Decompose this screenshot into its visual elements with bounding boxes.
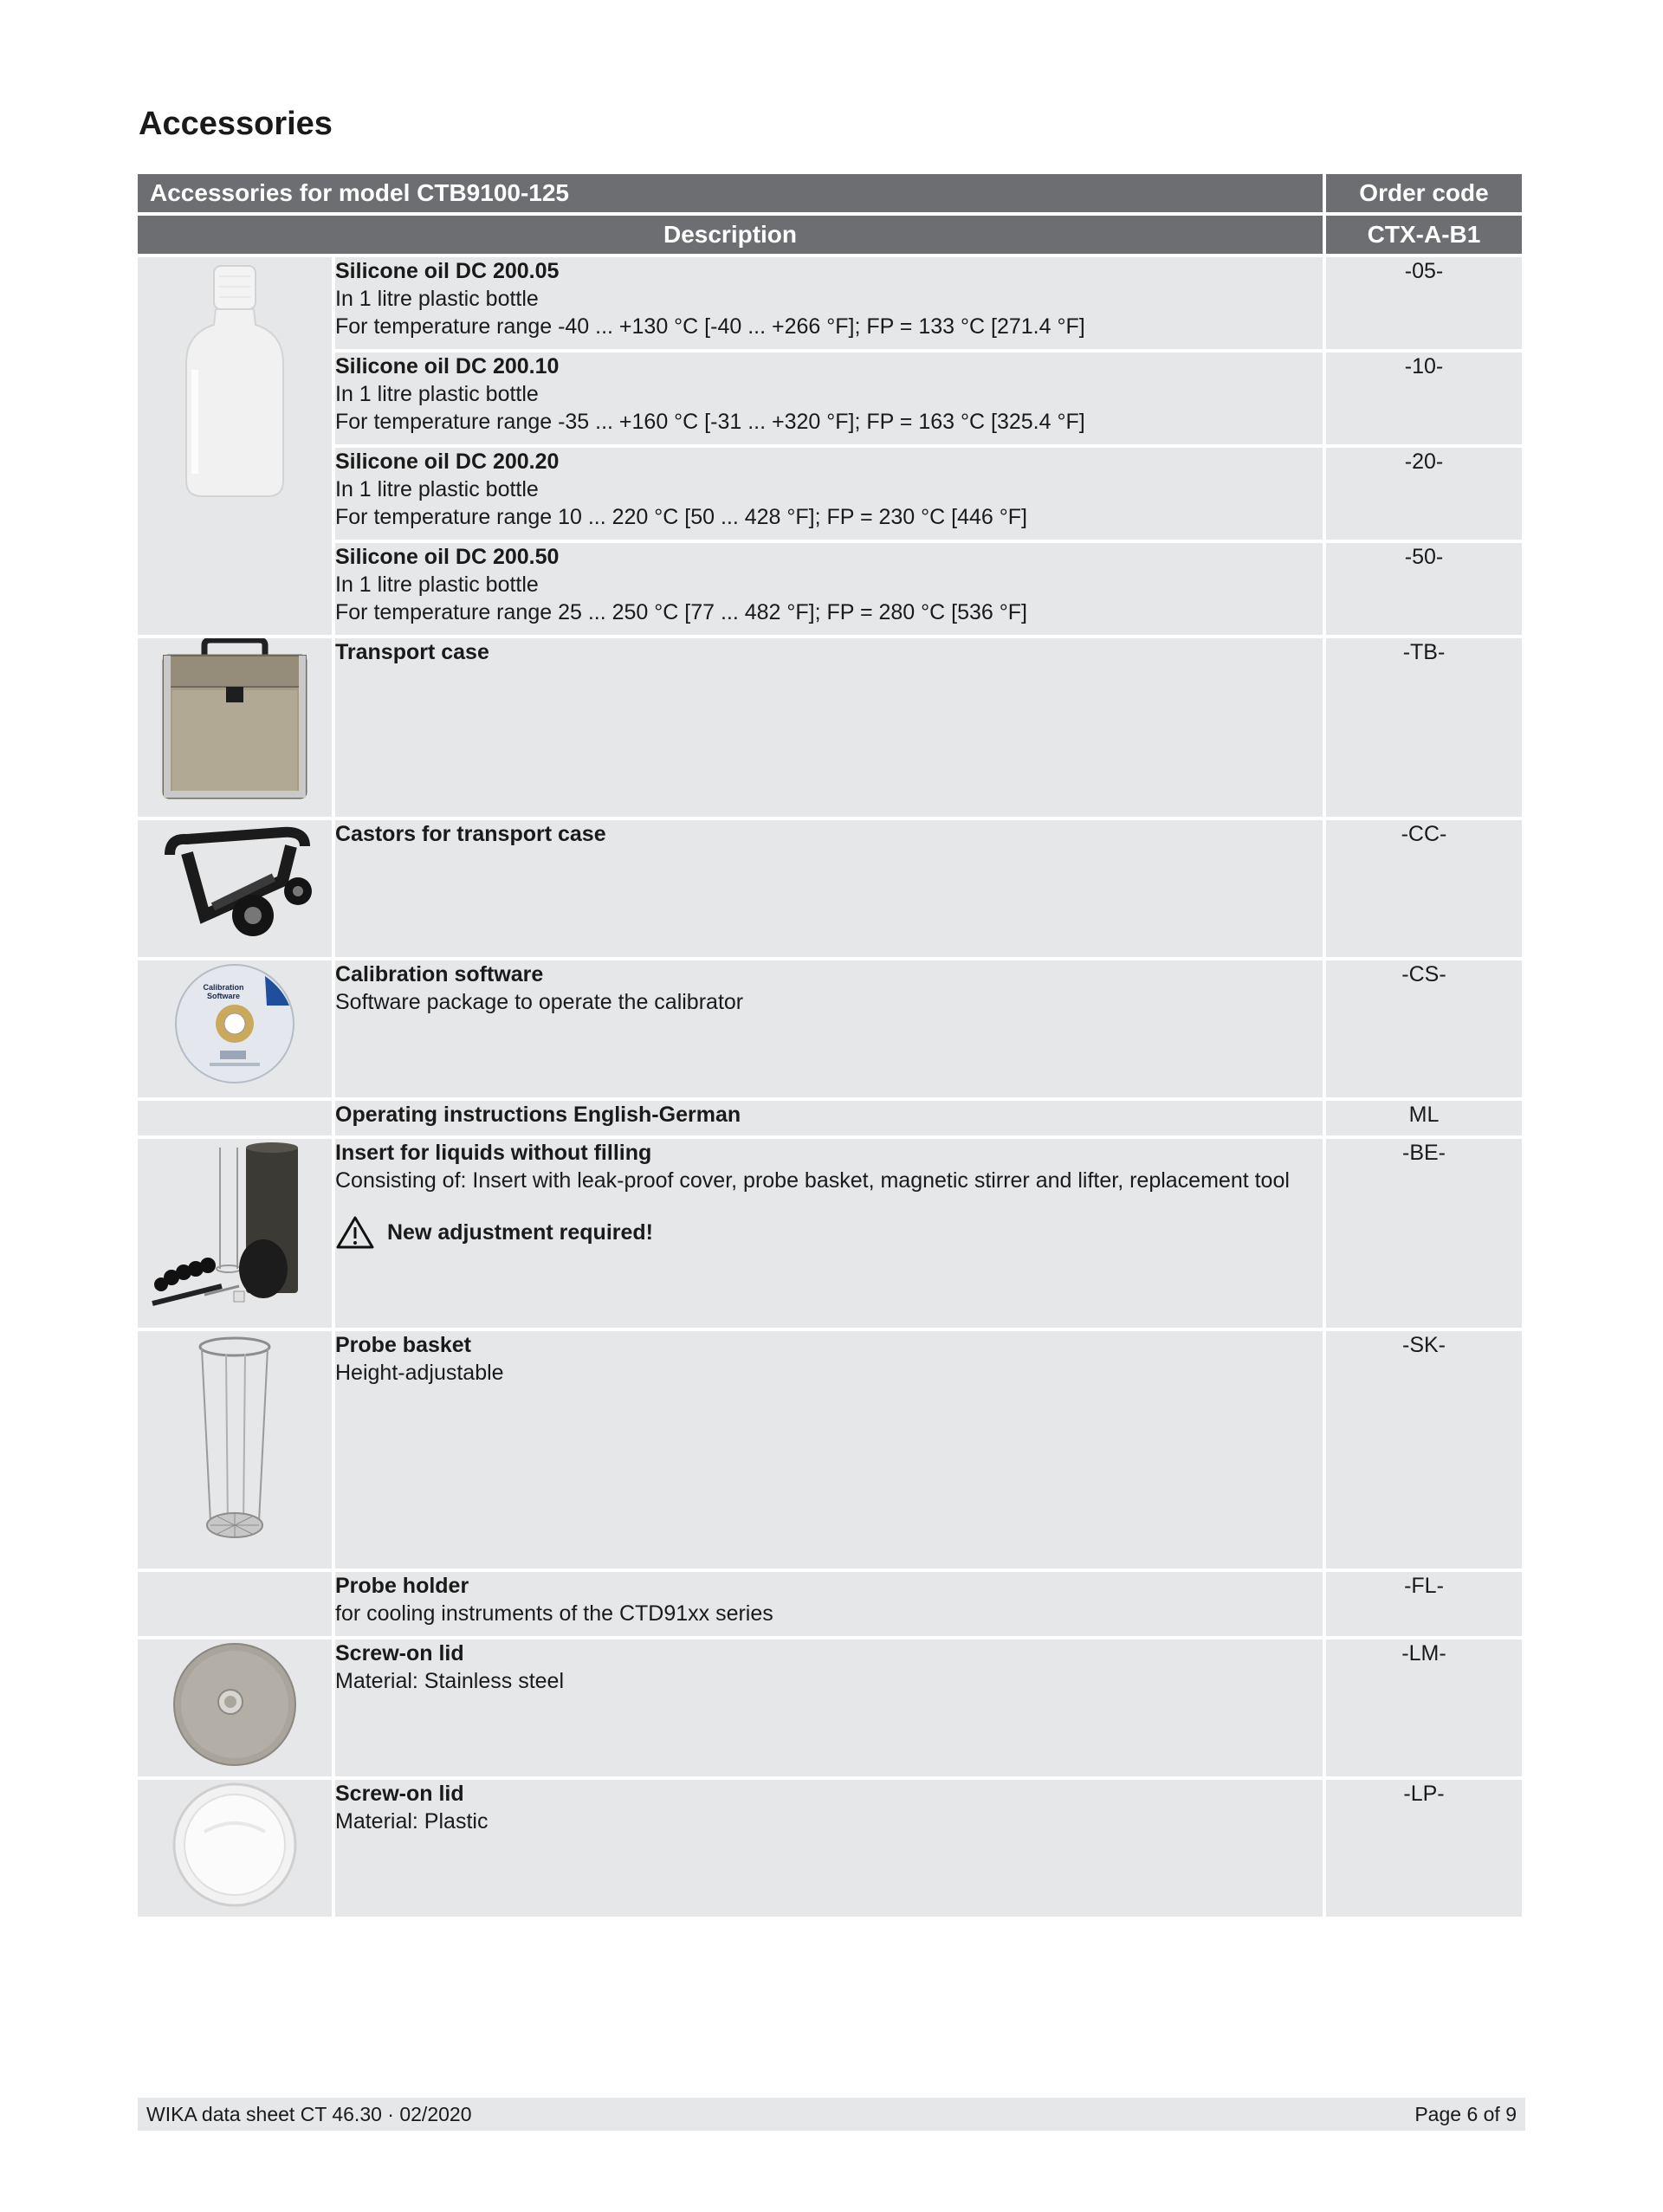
order-code: -50-: [1326, 543, 1522, 635]
empty-image-cell: [138, 1101, 332, 1135]
oil-bottle-image: [138, 257, 332, 635]
row-description: Insert for liquids without filling Consisting of: Insert with leak-proof cover, probe basket, magnetic stirrer and lifter, replacement tool New adjustment required!: [335, 1139, 1323, 1328]
table-row: [138, 820, 1522, 957]
order-code: -20-: [1326, 448, 1522, 540]
row-description: Silicone oil DC 200.05 In 1 litre plastic bottle For temperature range -40 ... +130 °C [-40 ... +266 °F]; FP = 133 °C [271.4 °F]: [335, 257, 1323, 349]
row-description: Transport case: [335, 638, 1323, 817]
table-row: [138, 1101, 1522, 1135]
warning-triangle-icon: [335, 1215, 375, 1250]
table-row: [138, 1139, 1522, 1328]
warning-text: New adjustment required!: [387, 1220, 653, 1245]
description-header: Description: [138, 216, 1323, 254]
page-title: Accessories: [139, 106, 333, 142]
cd-label-line-2: Software: [206, 992, 241, 1000]
row-description: Silicone oil DC 200.20 In 1 litre plastic bottle For temperature range 10 ... 220 °C [50 ... 428 °F]; FP = 230 °C [446 °F]: [335, 448, 1323, 540]
order-code: -FL-: [1326, 1572, 1522, 1636]
castors-image: [138, 820, 332, 957]
order-code: -SK-: [1326, 1331, 1522, 1568]
order-code: -TB-: [1326, 638, 1522, 817]
insert-kit-image: [138, 1139, 332, 1328]
table-row: [138, 638, 1522, 817]
table-row: [138, 352, 1522, 444]
order-code-header: Order code: [1326, 174, 1522, 212]
row-description: Castors for transport case: [335, 820, 1323, 957]
row-description: Screw-on lid Material: Stainless steel: [335, 1640, 1323, 1776]
steel-lid-image: [138, 1640, 332, 1776]
page-footer: [138, 2098, 1525, 2131]
row-description: Calibration software Software package to operate the calibrator: [335, 960, 1323, 1097]
row-description: Probe basket Height-adjustable: [335, 1331, 1323, 1568]
warning-note: [335, 1215, 1323, 1250]
footer-datasheet: WIKA data sheet CT 46.30 · 02/2020: [146, 2103, 472, 2125]
order-code-prefix: CTX-A-B1: [1326, 216, 1522, 254]
order-code: -10-: [1326, 352, 1522, 444]
probe-basket-image: [138, 1331, 332, 1568]
row-description: Operating instructions English-German: [335, 1101, 1323, 1135]
table-row: [138, 1331, 1522, 1568]
table-row: [138, 543, 1522, 635]
plastic-lid-image: [138, 1780, 332, 1917]
cd-label-line-1: Calibration: [203, 983, 244, 992]
table-row: [138, 448, 1522, 540]
row-description: Screw-on lid Material: Plastic: [335, 1780, 1323, 1917]
footer-page-number: Page 6 of 9: [1414, 2103, 1517, 2125]
transport-case-image: [138, 638, 332, 817]
table-row: [138, 257, 1522, 349]
accessories-table: [134, 171, 1525, 1920]
order-code: -LM-: [1326, 1640, 1522, 1776]
order-code: -CC-: [1326, 820, 1522, 957]
table-row: [138, 1640, 1522, 1776]
table-title: Accessories for model CTB9100-125: [138, 174, 1323, 212]
order-code: ML: [1326, 1101, 1522, 1135]
table-row: [138, 1780, 1522, 1917]
row-description: Silicone oil DC 200.10 In 1 litre plastic bottle For temperature range -35 ... +160 °C [-31 ... +320 °F]; FP = 163 °C [325.4 °F]: [335, 352, 1323, 444]
table-row: [138, 960, 1522, 1097]
empty-image-cell: [138, 1572, 332, 1636]
row-description: Probe holder for cooling instruments of the CTD91xx series: [335, 1572, 1323, 1636]
order-code: -BE-: [1326, 1139, 1522, 1328]
order-code: -CS-: [1326, 960, 1522, 1097]
order-code: -05-: [1326, 257, 1522, 349]
order-code: -LP-: [1326, 1780, 1522, 1917]
software-cd-image: [138, 960, 332, 1097]
table-row: [138, 1572, 1522, 1636]
row-description: Silicone oil DC 200.50 In 1 litre plastic bottle For temperature range 25 ... 250 °C [77 ... 482 °F]; FP = 280 °C [536 °F]: [335, 543, 1323, 635]
